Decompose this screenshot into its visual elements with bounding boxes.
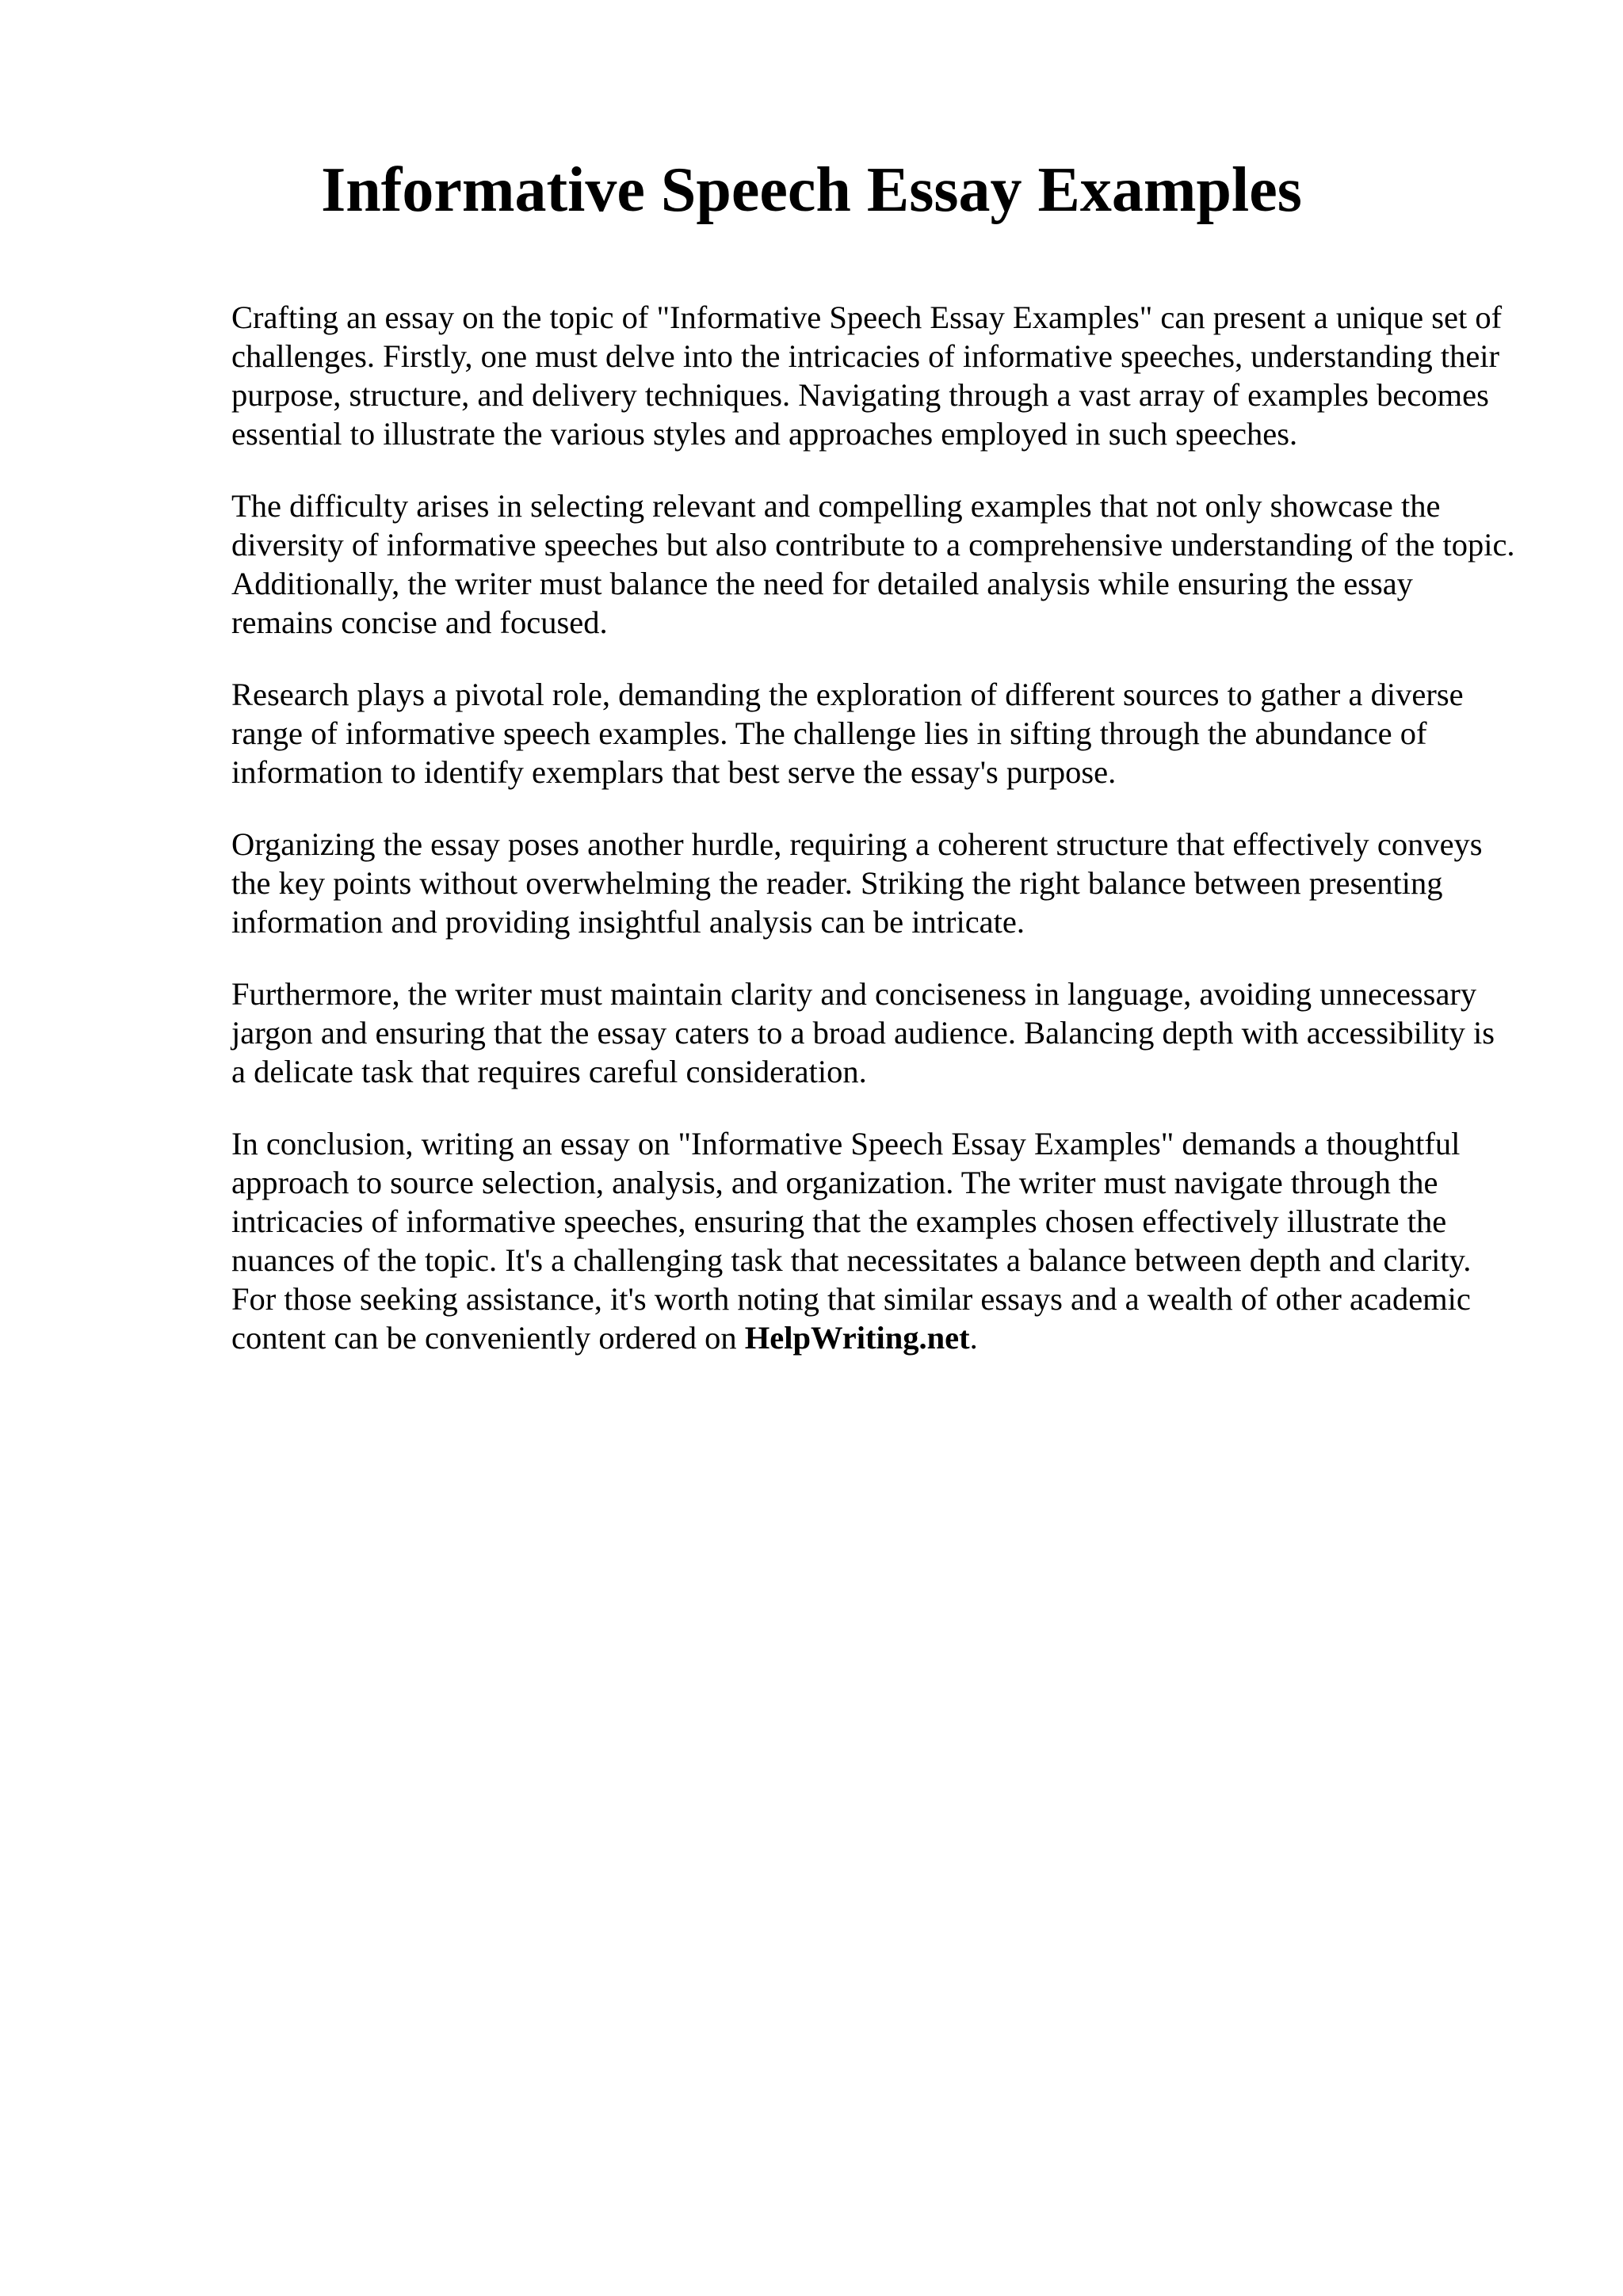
helpwriting-link[interactable]: HelpWriting.net [744,1320,970,1356]
paragraph-conclusion [231,1124,1515,1357]
paragraph-2: The difficulty arises in selecting relevant and compelling examples that not only showcase the diversity of informative speeches but also contribute to a comprehensive understanding of the topic. Additionally, the writer must balance the need for detailed analysis while ensuring the essay remains concise and focused. [231,488,1515,640]
document-body [231,298,1515,1390]
document-title: Informative Speech Essay Examples [321,155,1302,225]
paragraph-5: Furthermore, the writer must maintain clarity and conciseness in language, avoiding unnecessary jargon and ensuring that the essay caters to a broad audience. Balancing depth with accessibility is a delicate task that requires careful consideration. [231,976,1495,1089]
paragraph-1: Crafting an essay on the topic of "Informative Speech Essay Examples" can present a unique set of challenges. Firstly, one must delve into the intricacies of informative speeches, understanding their purpose, structure, and delivery techniques. Navigating through a vast array of examples becomes essential to illustrate the various styles and approaches employed in such speeches. [231,299,1503,452]
conclusion-text: In conclusion, writing an essay on "Informative Speech Essay Examples" demands a thoughtful approach to source selection, analysis, and organization. The writer must navigate through the intricacies of informative speeches, ensuring that the examples chosen effectively illustrate the nuances of the topic. It's a challenging task that necessitates a balance between depth and clarity. For those seeking assistance, it's worth noting that similar essays and a wealth of other academic content can be conveniently ordered on [231,1126,1472,1356]
paragraph-4: Organizing the essay poses another hurdle, requiring a coherent structure that effectively conveys the key points without overwhelming the reader. Striking the right balance between presenting information and providing insightful analysis can be intricate. [231,826,1483,940]
paragraph-3: Research plays a pivotal role, demanding the exploration of different sources to gather a diverse range of informative speech examples. The challenge lies in sifting through the abundance of information to identify exemplars that best serve the essay's purpose. [231,677,1464,790]
conclusion-period: . [969,1320,978,1356]
